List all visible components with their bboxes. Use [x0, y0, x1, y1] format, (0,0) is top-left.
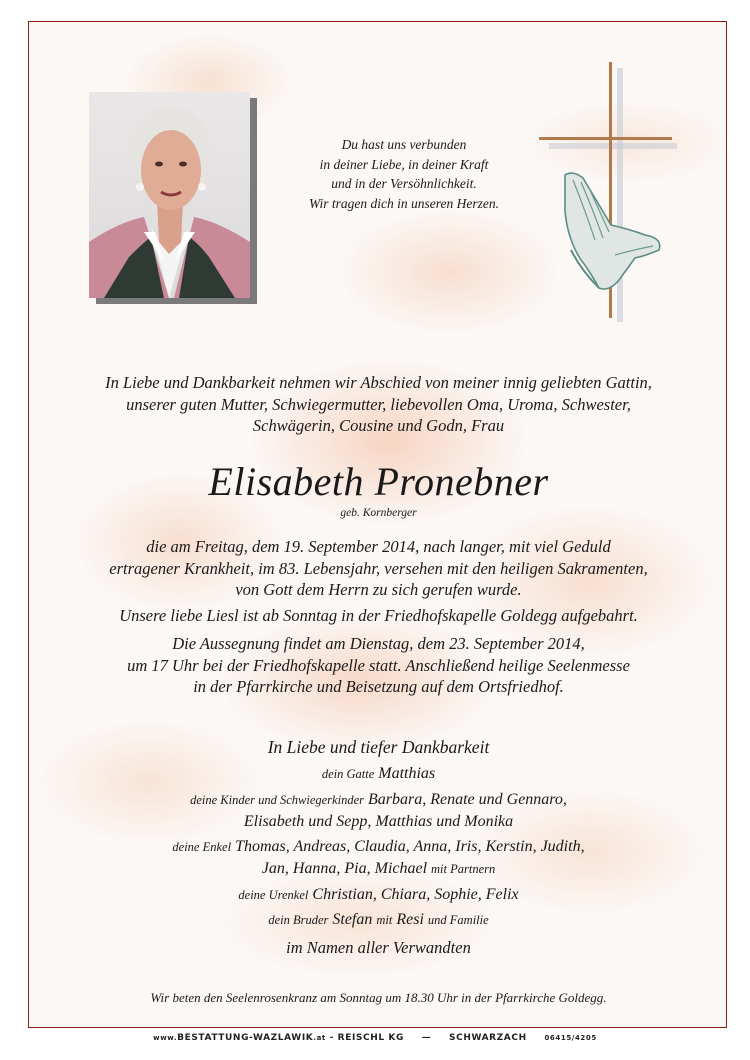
intro-line: unserer guten Mutter, Schwiegermutter, liebevollen Oma, Uroma, Schwester, — [126, 394, 631, 414]
funeral-line: Die Aussegnung findet am Dienstag, dem 23. September 2014, — [172, 634, 585, 653]
mourner-names: Matthias — [378, 765, 436, 782]
mourner-names: Barbara, Renate und Gennaro, — [367, 790, 567, 808]
funeral-line: in der Pfarrkirche und Beisetzung auf dem Ortsfriedhof. — [193, 677, 564, 696]
mourners-list — [49, 735, 708, 959]
mourner-names: Stefan — [332, 911, 373, 928]
relation-label: deine Urenkel — [238, 887, 309, 902]
mourner-grandchildren — [49, 836, 708, 881]
quote-line: in deiner Liebe, in deiner Kraft — [319, 156, 489, 172]
mourner-names: Jan, Hanna, Pia, Michael — [261, 860, 428, 877]
death-line: die am Freitag, dem 19. September 2014, nach langer, mit viel Geduld — [146, 537, 611, 556]
mourner-great-grandchildren — [49, 884, 708, 907]
footer-website-name: BESTATTUNG-WAZLAWIK — [177, 1033, 314, 1043]
quote-line: und in der Versöhnlichkeit. — [331, 176, 477, 191]
mourner-names: Thomas, Andreas, Claudia, Anna, Iris, Kerstin, Judith, — [235, 837, 585, 855]
portrait-illustration — [89, 92, 250, 298]
relation-label: deine Kinder und Schwiegerkinder — [190, 792, 364, 807]
mourner-brother — [49, 909, 708, 932]
portrait-photo-frame — [89, 92, 250, 298]
intro-line: Schwägerin, Cousine und Godn, Frau — [252, 416, 505, 435]
funeral-line: um 17 Uhr bei der Friedhofskapelle statt. Anschließend heilige Seelenmesse — [127, 655, 630, 675]
obituary-card — [28, 21, 727, 1028]
footer-website-tld: .at — [313, 1034, 326, 1042]
funeral-home-footer — [0, 1033, 750, 1043]
mourner-names: Christian, Chiara, Sophie, Felix — [312, 885, 519, 903]
relation-label: deine Enkel — [172, 839, 232, 854]
death-notice — [49, 536, 708, 601]
relation-label: dein Gatte — [321, 767, 375, 781]
rosary-notice: Wir beten den Seelenrosenkranz am Sonntag um 18.30 Uhr in der Pfarrkirche Goldegg. — [150, 990, 607, 1005]
praying-hands-icon — [565, 173, 660, 289]
relation-label: und Familie — [427, 913, 489, 927]
cross-with-praying-hands-icon — [537, 60, 677, 322]
mourners-heading: In Liebe und tiefer Dankbarkeit — [267, 737, 490, 757]
mourner-names: Resi — [396, 911, 424, 928]
memorial-quote — [259, 135, 549, 213]
death-line: von Gott dem Herrn zu sich gerufen wurde. — [235, 580, 522, 599]
footer-phone: 06415/4205 — [544, 1034, 597, 1042]
footer-company: - REISCHL KG — [329, 1033, 404, 1043]
quote-line: Du hast uns verbunden — [341, 137, 467, 152]
relation-label: mit Partnern — [431, 862, 496, 876]
footer-town: SCHWARZACH — [449, 1033, 527, 1043]
quote-line: Wir tragen dich in unseren Herzen. — [309, 195, 499, 211]
funeral-notice — [49, 633, 708, 698]
mourner-names: Elisabeth und Sepp, Matthias und Monika — [243, 813, 514, 830]
relation-label: dein Bruder — [268, 913, 329, 927]
footer-dash: — — [421, 1033, 432, 1043]
intro-text — [49, 372, 708, 437]
intro-line: In Liebe und Dankbarkeit nehmen wir Abschied von meiner innig geliebten Gattin, — [105, 373, 652, 392]
portrait-photo — [89, 92, 250, 298]
mourner-children — [49, 789, 708, 833]
deceased-name: Elisabeth Pronebner — [208, 459, 549, 504]
laid-out-notice: Unsere liebe Liesl ist ab Sonntag in der Friedhofskapelle Goldegg aufgebahrt. — [119, 606, 638, 625]
relation-label: mit — [376, 913, 393, 927]
mourner-husband — [49, 763, 708, 786]
maiden-name: geb. Kornberger — [340, 507, 417, 519]
mourners-closing: im Namen aller Verwandten — [286, 937, 471, 957]
death-line: ertragener Krankheit, im 83. Lebensjahr, versehen mit den heiligen Sakramenten, — [109, 558, 648, 578]
footer-website-prefix: www. — [153, 1034, 178, 1042]
